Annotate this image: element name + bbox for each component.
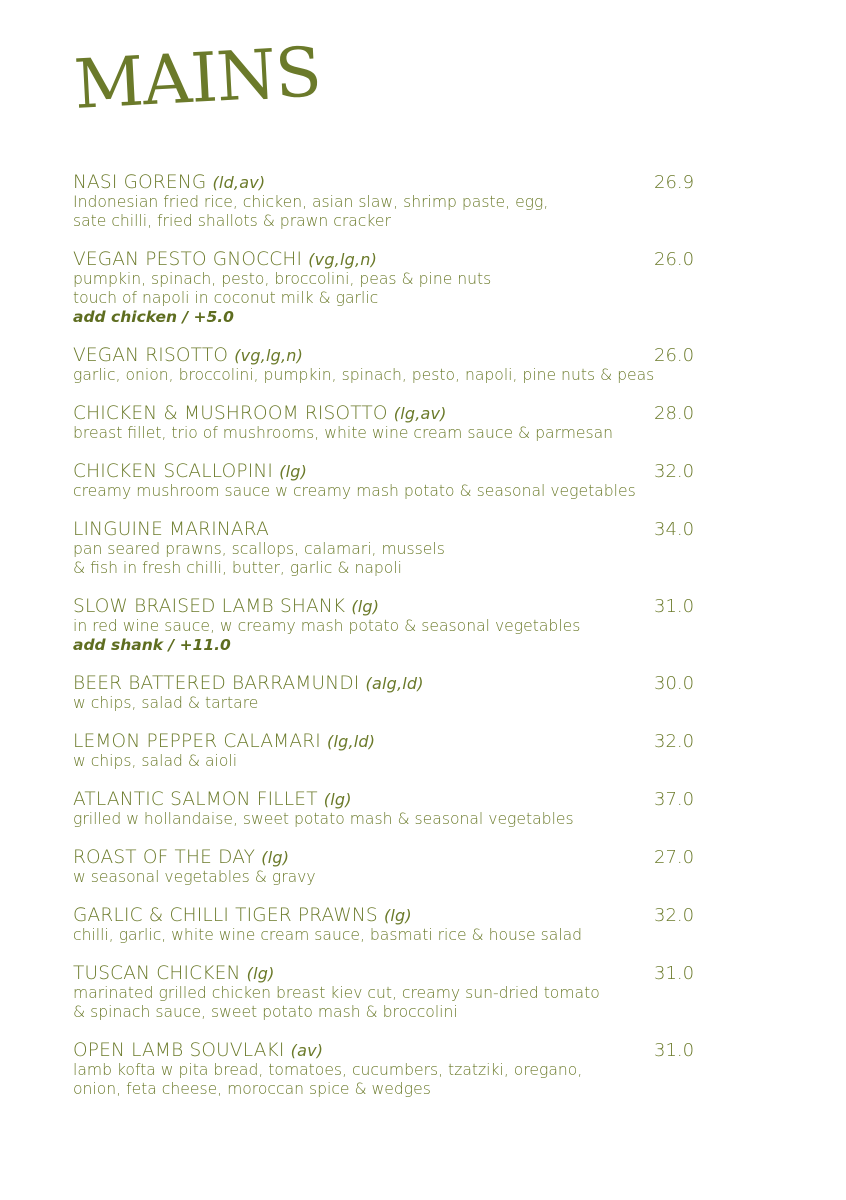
description-line: onion, feta cheese, moroccan spice & wedges — [73, 1080, 431, 1098]
menu-item-price: 31.0 — [654, 596, 695, 617]
menu-item-price: 31.0 — [654, 963, 695, 984]
menu-item-description — [73, 270, 713, 308]
menu-item-description — [73, 424, 713, 443]
menu-item-name: GARLIC & CHILLI TIGER PRAWNS — [73, 905, 378, 926]
menu-item — [73, 403, 713, 443]
description-line: pan seared prawns, scallops, calamari, mussels — [73, 540, 445, 558]
menu-item-dietary-tags: (lg) — [323, 790, 352, 809]
description-line: pumpkin, spinach, pesto, broccolini, peas & pine nuts — [73, 270, 492, 288]
description-line: w chips, salad & aioli — [73, 752, 238, 770]
menu-item — [73, 963, 713, 1022]
menu-item — [73, 519, 713, 578]
menu-item-heading — [73, 172, 713, 193]
menu-item-name: LEMON PEPPER CALAMARI — [73, 731, 321, 752]
menu-item-price: 31.0 — [654, 1040, 695, 1061]
menu-item — [73, 1040, 713, 1099]
menu-item-description — [73, 1061, 713, 1099]
description-line: garlic, onion, broccolini, pumpkin, spinach, pesto, napoli, pine nuts & peas — [73, 366, 655, 384]
menu-item — [73, 847, 713, 887]
menu-item-price: 32.0 — [654, 461, 695, 482]
menu-item-dietary-tags: (lg) — [383, 906, 412, 925]
menu-item-price: 26.0 — [654, 345, 695, 366]
menu-item-name: SLOW BRAISED LAMB SHANK — [73, 596, 346, 617]
description-line: lamb kofta w pita bread, tomatoes, cucumbers, tzatziki, oregano, — [73, 1061, 583, 1079]
menu-item-heading — [73, 963, 713, 984]
menu-item-addon: add shank / +11.0 — [73, 636, 231, 654]
menu-item — [73, 673, 713, 713]
menu-item-name: CHICKEN SCALLOPINI — [73, 461, 274, 482]
menu-item-heading — [73, 731, 713, 752]
menu-item-name: LINGUINE MARINARA — [73, 519, 269, 540]
menu-item-heading — [73, 249, 713, 270]
description-line: & fish in fresh chilli, butter, garlic & napoli — [73, 559, 402, 577]
menu-item-heading — [73, 403, 713, 424]
menu-item-description — [73, 984, 713, 1022]
menu-item-heading — [73, 519, 713, 540]
menu-item-dietary-tags: (av) — [290, 1041, 324, 1060]
menu-item-dietary-tags: (lg,ld) — [327, 732, 376, 751]
description-line: in red wine sauce, w creamy mash potato & seasonal vegetables — [73, 617, 581, 635]
menu-item-price: 37.0 — [654, 789, 695, 810]
menu-item-name: CHICKEN & MUSHROOM RISOTTO — [73, 403, 388, 424]
description-line: creamy mushroom sauce w creamy mash potato & seasonal vegetables — [73, 482, 636, 500]
menu-item-dietary-tags: (vg,lg,n) — [308, 250, 378, 269]
menu-item-name: NASI GORENG — [73, 172, 207, 193]
menu-item-description — [73, 868, 713, 887]
description-line: w chips, salad & tartare — [73, 694, 259, 712]
menu-item-description — [73, 540, 713, 578]
menu-item-description — [73, 810, 713, 829]
menu-item-name: ATLANTIC SALMON FILLET — [73, 789, 318, 810]
menu-item-heading — [73, 461, 713, 482]
menu-item-name: TUSCAN CHICKEN — [73, 963, 241, 984]
menu-item-price: 30.0 — [654, 673, 695, 694]
menu-item-dietary-tags: (lg) — [261, 848, 290, 867]
menu-item-dietary-tags: (ld,av) — [212, 173, 266, 192]
menu-item — [73, 905, 713, 945]
menu-item-heading — [73, 673, 713, 694]
menu-item-price: 27.0 — [654, 847, 695, 868]
menu-item-description — [73, 926, 713, 945]
menu-item-addon: add chicken / +5.0 — [73, 308, 234, 326]
description-line: sate chilli, fried shallots & prawn cracker — [73, 212, 391, 230]
description-line: & spinach sauce, sweet potato mash & broccolini — [73, 1003, 458, 1021]
menu-item-name: VEGAN PESTO GNOCCHI — [73, 249, 303, 270]
description-line: w seasonal vegetables & gravy — [73, 868, 316, 886]
menu-item-price: 34.0 — [654, 519, 695, 540]
menu-item-heading — [73, 847, 713, 868]
menu-item-name: BEER BATTERED BARRAMUNDI — [73, 673, 360, 694]
menu-item-heading — [73, 905, 713, 926]
description-line: marinated grilled chicken breast kiev cut, creamy sun-dried tomato — [73, 984, 600, 1002]
menu-item-price: 26.9 — [654, 172, 695, 193]
menu-item-description — [73, 694, 713, 713]
menu-item-heading — [73, 789, 713, 810]
menu-item-description — [73, 482, 713, 501]
menu-item-description — [73, 752, 713, 771]
description-line: touch of napoli in coconut milk & garlic — [73, 289, 379, 307]
menu-item — [73, 596, 713, 655]
menu-item-dietary-tags: (alg,ld) — [365, 674, 424, 693]
menu-item — [73, 731, 713, 771]
menu-item-price: 32.0 — [654, 905, 695, 926]
menu-item — [73, 461, 713, 501]
description-line: Indonesian fried rice, chicken, asian slaw, shrimp paste, egg, — [73, 193, 549, 211]
menu-item-price: 28.0 — [654, 403, 695, 424]
menu-item-name: VEGAN RISOTTO — [73, 345, 229, 366]
menu-item-dietary-tags: (lg,av) — [393, 404, 447, 423]
menu-item-description — [73, 617, 713, 636]
menu-item — [73, 789, 713, 829]
menu-item-description — [73, 193, 713, 231]
description-line: breast fillet, trio of mushrooms, white wine cream sauce & parmesan — [73, 424, 614, 442]
menu-list — [73, 172, 713, 1117]
menu-item-name: OPEN LAMB SOUVLAKI — [73, 1040, 285, 1061]
menu-item-heading — [73, 1040, 713, 1061]
menu-item — [73, 172, 713, 231]
description-line: grilled w hollandaise, sweet potato mash & seasonal vegetables — [73, 810, 574, 828]
menu-item-name: ROAST OF THE DAY — [73, 847, 256, 868]
menu-item-dietary-tags: (lg) — [279, 462, 308, 481]
menu-item-dietary-tags: (lg) — [246, 964, 275, 983]
menu-item-price: 26.0 — [654, 249, 695, 270]
menu-item — [73, 345, 713, 385]
menu-item-price: 32.0 — [654, 731, 695, 752]
menu-item-dietary-tags: (vg,lg,n) — [234, 346, 304, 365]
menu-item-heading — [73, 345, 713, 366]
description-line: chilli, garlic, white wine cream sauce, basmati rice & house salad — [73, 926, 583, 944]
menu-item-dietary-tags: (lg) — [351, 597, 380, 616]
menu-item-description — [73, 366, 713, 385]
page-title: MAINS — [72, 33, 323, 125]
menu-item-heading — [73, 596, 713, 617]
menu-item — [73, 249, 713, 327]
